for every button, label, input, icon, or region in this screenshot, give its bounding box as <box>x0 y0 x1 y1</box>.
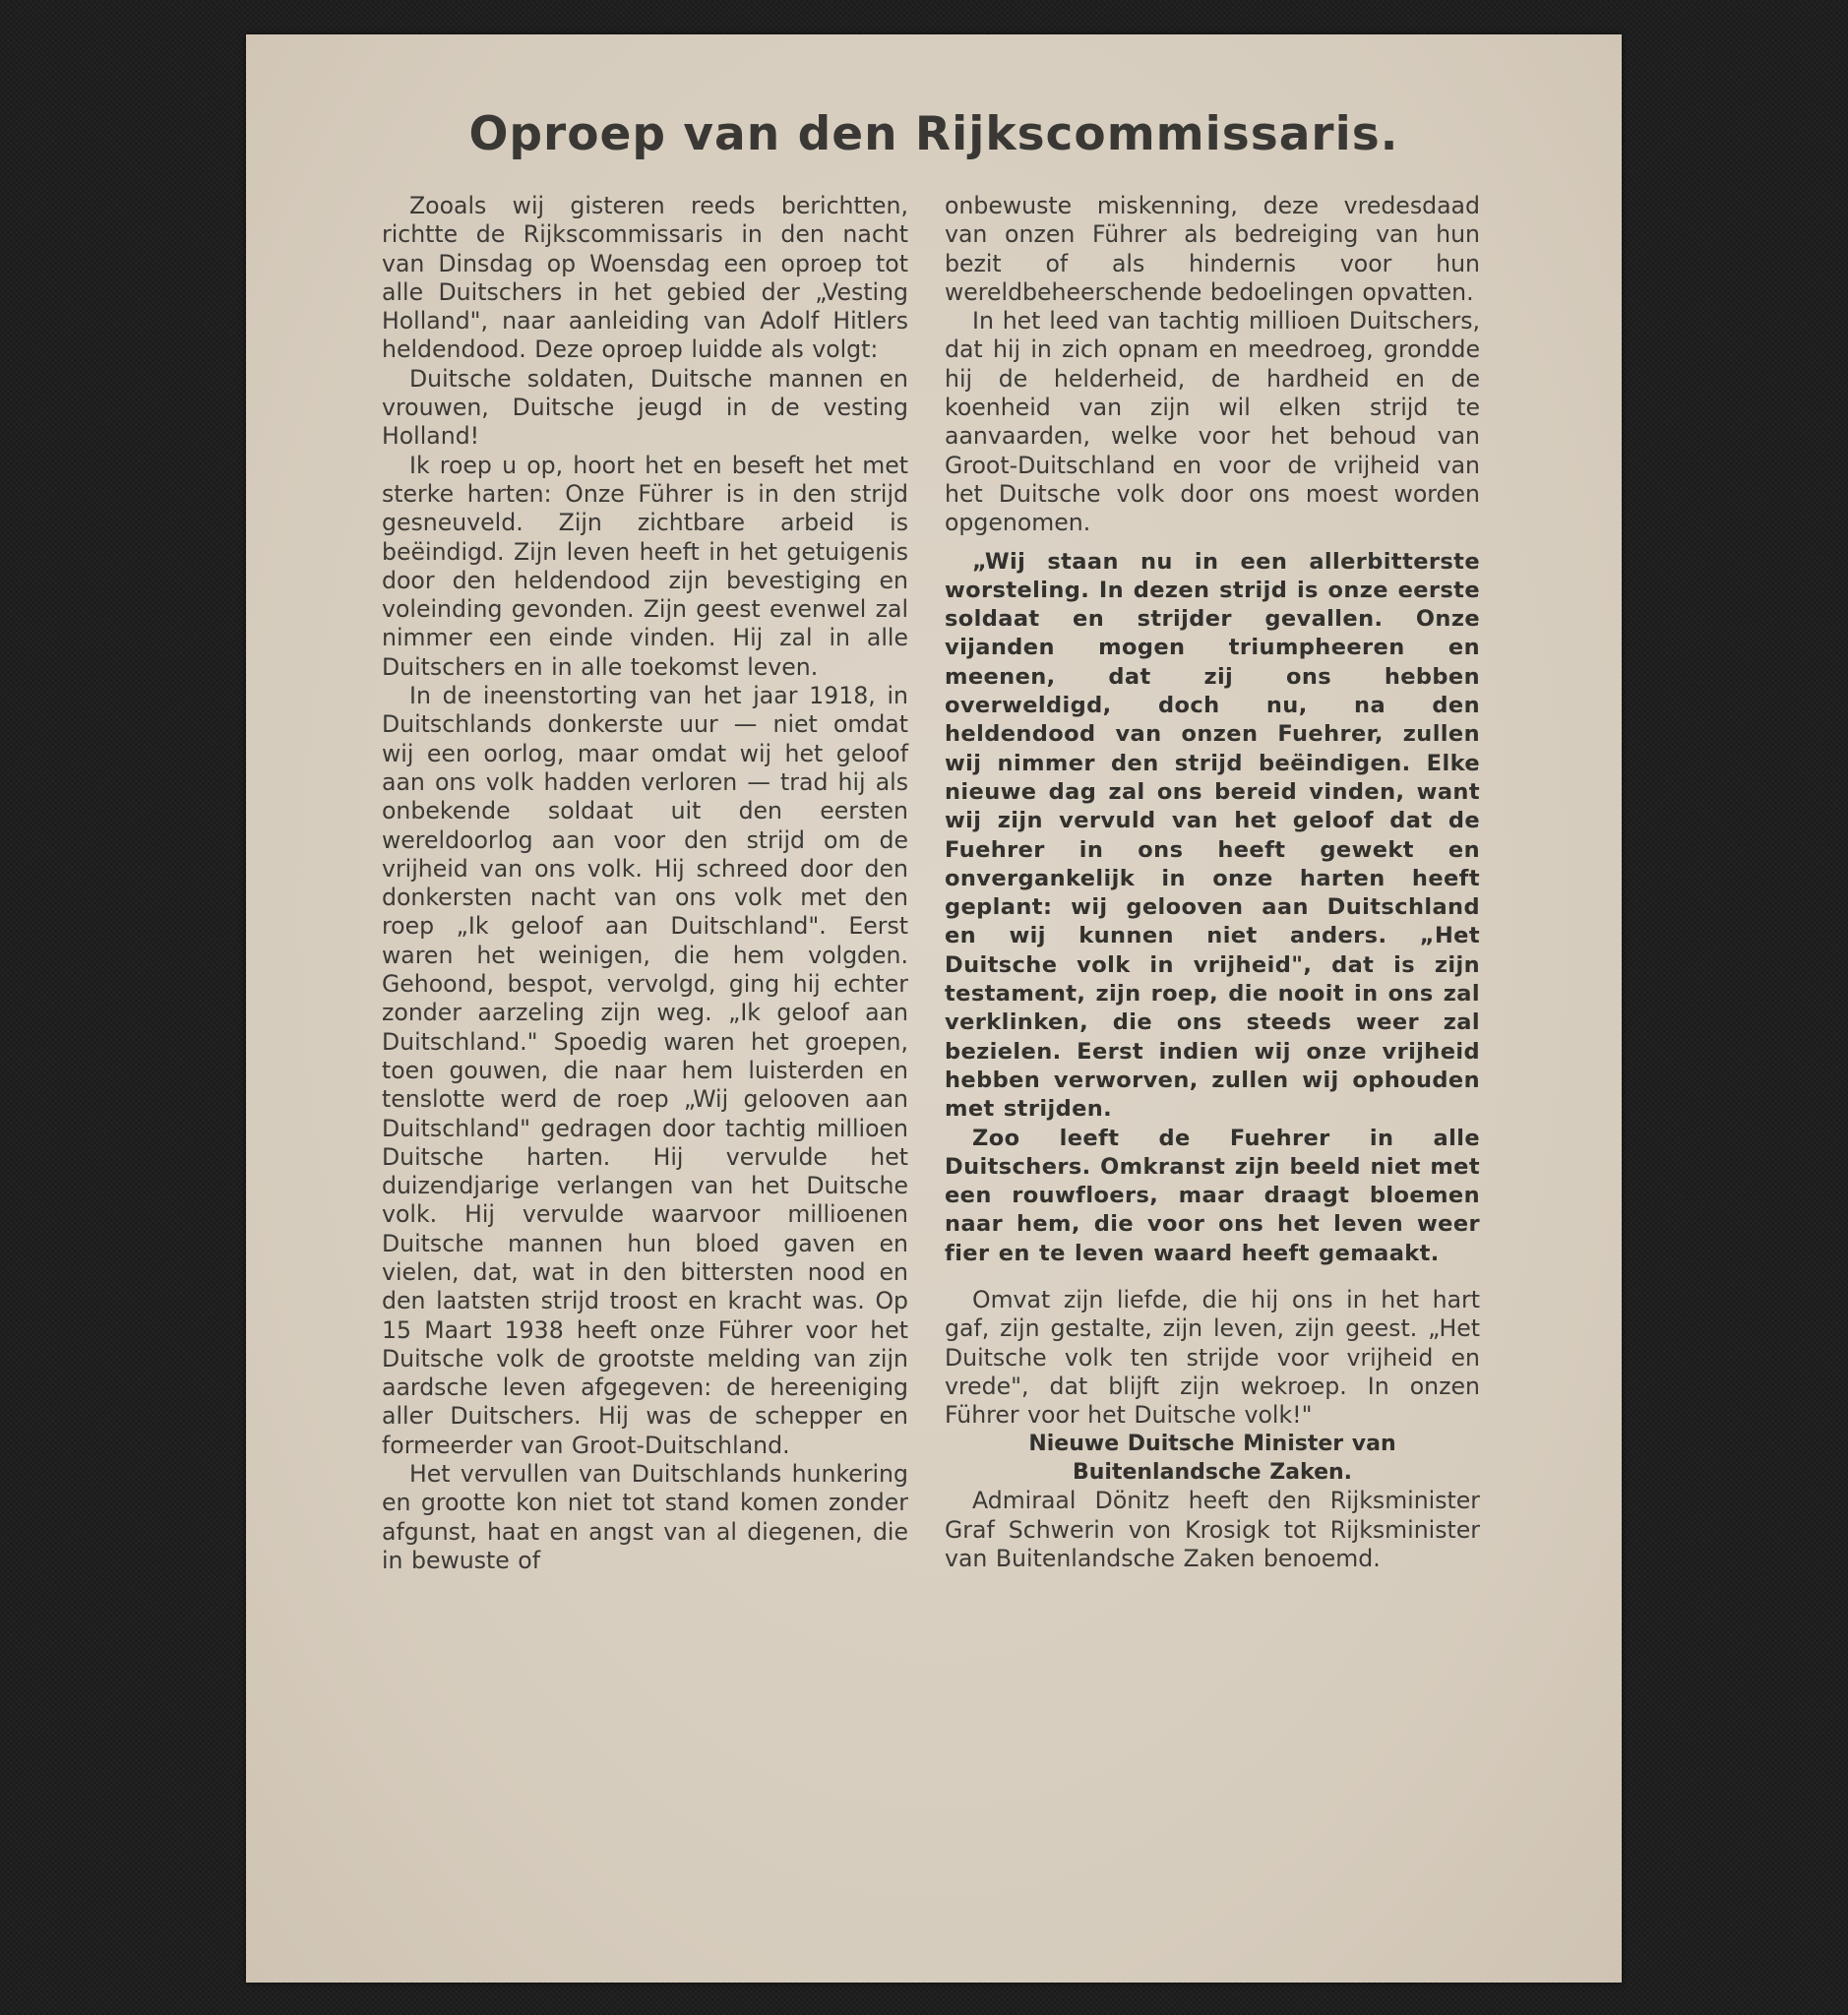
paragraph: Duitsche soldaten, Duitsche mannen en vrouwen, Duitsche jeugd in de vesting Holland! <box>382 364 908 451</box>
paragraph: onbewuste miskenning, deze vredesdaad van onzen Führer als bedreiging van hun bezit of als hindernis voor hun wereldbeheerschende bedoelingen opvatten. <box>945 192 1480 306</box>
paragraph: Admiraal Dönitz heeft den Rijksminister Graf Schwerin von Krosigk tot Rijksminister van Buitenlandsche Zaken benoemd. <box>945 1487 1480 1573</box>
paragraph: Ik roep u op, hoort het en beseft het met sterke harten: Onze Führer is in den strijd gesneuveld. Zijn zichtbare arbeid is beëindigd. Zijn leven heeft in het getuigenis door den heldendood zijn bevestiging en voleinding gevonden. Zijn geest evenwel zal nimmer een einde vinden. Hij zal in alle Duitschers en in alle toekomst leven. <box>382 451 908 681</box>
paragraph: „Wij staan nu in een allerbitterste worsteling. In dezen strijd is onze eerste soldaat en strijder gevallen. Onze vijanden mogen triumpheeren en meenen, dat zij ons hebben overweldigd, doch nu, na den heldendood van onzen Fuehrer, zullen wij nimmer den strijd beëindigen. Elke nieuwe dag zal ons bereid vinden, want wij zijn vervuld van het geloof dat de Fuehrer in ons heeft gewekt en onvergankelijk in onze harten heeft geplant: wij gelooven aan Duitschland en wij kunnen niet anders. „Het Duitsche volk in vrijheid", dat is zijn testament, zijn roep, die nooit in ons zal verklinken, die ons steeds weer zal bezielen. Eerst indien wij onze vrijheid hebben verworven, zullen wij ophouden met strijden. <box>945 548 1480 1123</box>
right-column <box>945 192 1480 1573</box>
paragraph: In de ineenstorting van het jaar 1918, in Duitschlands donkerste uur — niet omdat wij een oorlog, maar omdat wij het geloof aan ons volk hadden verloren — trad hij als onbekende soldaat uit den eersten wereldoorlog aan voor den strijd om de vrijheid van ons volk. Hij schreed door den donkersten nacht van ons volk met den roep „Ik geloof aan Duitschland". Eerst waren het weinigen, die hem volgden. Gehoond, bespot, vervolgd, ging hij echter zonder aarzeling zijn weg. „Ik geloof aan Duitschland." Spoedig waren het groepen, toen gouwen, die naar hem luisterden en tenslotte werd de roep „Wij gelooven aan Duitschland" gedragen door tachtig millioen Duitsche harten. Hij vervulde het duizendjarige verlangen van het Duitsche volk. Hij vervulde waarvoor millioenen Duitsche mannen hun bloed gaven en vielen, dat, wat in den bittersten nood en den laatsten strijd troost en kracht was. Op 15 Maart 1938 heeft onze Führer voor het Duitsche volk de grootste melding van zijn aardsche leven afgegeven: de hereeniging aller Duitschers. Hij was de schepper en formeerder van Groot-Duitschland. <box>382 682 908 1459</box>
paragraph: Omvat zijn liefde, die hij ons in het hart gaf, zijn gestalte, zijn leven, zijn geest. „Het Duitsche volk ten strijde voor vrijheid en vrede", dat blijft zijn wekroep. In onzen Führer voor het Duitsche volk!" <box>945 1285 1480 1430</box>
document-title: Oproep van den Rijkscommissaris. <box>468 107 1399 161</box>
subheading: Nieuwe Duitsche Minister van Buitenlandsche Zaken. <box>1028 1432 1396 1486</box>
newspaper-sheet <box>246 34 1622 1983</box>
left-column <box>382 192 908 1575</box>
paragraph: Het vervullen van Duitschlands hunkering en grootte kon niet tot stand komen zonder afgunst, haat en angst van al diegenen, die in bewuste of <box>382 1460 908 1574</box>
paragraph: Zooals wij gisteren reeds berichtten, richtte de Rijkscommissaris in den nacht van Dinsdag op Woensdag een oproep tot alle Duitschers in het gebied der „Vesting Holland", naar aanleiding van Adolf Hitlers heldendood. Deze oproep luidde als volgt: <box>382 192 908 364</box>
paragraph: In het leed van tachtig millioen Duitschers, dat hij in zich opnam en meedroeg, grondde hij de helderheid, de hardheid en de koenheid van zijn wil elken strijd te aanvaarden, welke voor het behoud van Groot-Duitschland en voor de vrijheid van het Duitsche volk door ons moest worden opgenomen. <box>945 307 1480 537</box>
paragraph: Zoo leeft de Fuehrer in alle Duitschers. Omkranst zijn beeld niet met een rouwfloers, maar draagt bloemen naar hem, die voor ons het leven weer fier en te leven waard heeft gemaakt. <box>945 1125 1480 1266</box>
